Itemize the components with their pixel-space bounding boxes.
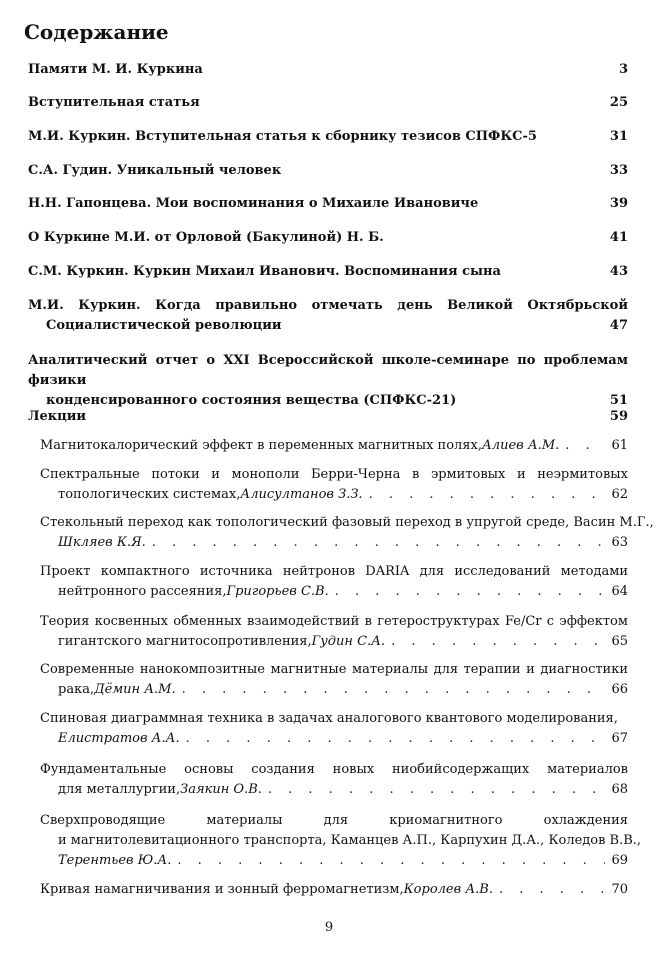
lecture-title-line1: Современные нанокомпозитные магнитные материалы для терапии и диагностики [40, 662, 628, 677]
lecture-title-line1: Сверхпроводящие материалы для криомагнитного охлаждения [40, 813, 628, 828]
lecture-entry[interactable] [40, 513, 654, 553]
lecture-author: Терентьев Ю.А. [58, 853, 172, 868]
toc-entry[interactable] [28, 60, 628, 80]
toc-entry[interactable] [28, 262, 628, 282]
page-title: Содержание [24, 20, 169, 44]
lecture-author: Алисултанов З.З. [240, 487, 363, 502]
page-ref: 65 [611, 634, 628, 649]
lecture-author: Алиев А.М. [481, 438, 560, 453]
entry-title: М.И. Куркин. Вступительная статья к сборнику тезисов СПФКС-5 [28, 129, 537, 144]
lecture-title-line1: Спиновая диаграммная техника в задачах аналогового квантового моделирования, [40, 711, 618, 726]
lecture-entry[interactable] [40, 436, 628, 456]
page-ref: 64 [611, 584, 628, 599]
lecture-title-line1: Проект компактного источника нейтронов DARIA для исследований методами [40, 564, 628, 579]
page-ref: 69 [611, 853, 628, 868]
lecture-entry[interactable] [40, 465, 628, 505]
page-number: 9 [324, 920, 334, 935]
lecture-entry[interactable] [40, 811, 642, 871]
lecture-title: Магнитокалорический эффект в переменных магнитных полях, [40, 438, 482, 453]
entry-title-line2: конденсированного состояния вещества (СПФКС-21) [46, 393, 457, 408]
entry-title: Памяти М. И. Куркина [28, 62, 203, 77]
dot-leader [499, 880, 605, 900]
toc-entry[interactable] [28, 296, 628, 336]
lecture-entry[interactable] [40, 660, 628, 700]
dot-leader [335, 582, 606, 602]
lecture-title-line2: рака, [58, 682, 95, 697]
page-ref: 51 [609, 393, 628, 408]
lecture-title-line1: Стекольный переход как топологический фазовый переход в упругой среде, Васин М.Г., [40, 515, 654, 530]
entry-title-line2: Социалистической революции [46, 318, 282, 333]
entry-title: О Куркине М.И. от Орловой (Бакулиной) Н. Б. [28, 230, 384, 245]
lecture-title: Кривая намагничивания и зонный ферромагнетизм, [40, 882, 404, 897]
lecture-title-line2: гигантского магнитосопротивления, [58, 634, 312, 649]
entry-title: С.М. Куркин. Куркин Михаил Иванович. Воспоминания сына [28, 264, 501, 279]
dot-leader [369, 485, 606, 505]
dot-leader [186, 729, 606, 749]
page-ref: 59 [609, 409, 628, 424]
page-ref: 25 [609, 95, 628, 110]
lecture-entry[interactable] [40, 612, 628, 652]
page-ref: 68 [611, 782, 628, 797]
page-ref: 61 [611, 438, 628, 453]
page-ref: 67 [611, 731, 628, 746]
page-ref: 63 [611, 535, 628, 550]
page-ref: 47 [609, 318, 628, 333]
lecture-author: Королев А.В. [403, 882, 493, 897]
lecture-title-line1: Теория косвенных обменных взаимодействий в гетероструктурах Fe/Cr с эффектом [40, 614, 628, 629]
toc-entry[interactable] [28, 161, 628, 181]
lecture-entry[interactable] [40, 709, 628, 749]
entry-title: Н.Н. Гапонцева. Мои воспоминания о Михаиле Ивановиче [28, 196, 479, 211]
toc-entry[interactable] [28, 351, 628, 411]
dot-leader [177, 851, 605, 871]
page-ref: 43 [609, 264, 628, 279]
lecture-title-line2: нейтронного рассеяния, [58, 584, 227, 599]
toc-entry[interactable] [28, 228, 628, 248]
lecture-author: Заякин О.В. [180, 782, 262, 797]
lecture-author: Гудин С.А. [311, 634, 386, 649]
lecture-title-line1: Фундаментальные основы создания новых ниобийсодержащих материалов [40, 762, 628, 777]
page-ref: 41 [609, 230, 628, 245]
lecture-entry[interactable] [40, 880, 628, 900]
page-ref: 39 [609, 196, 628, 211]
lecture-author: Шкляев К.Я. [58, 535, 146, 550]
entry-title-line1: М.И. Куркин. Когда правильно отмечать день Великой Октябрьской [28, 298, 628, 313]
toc-entry[interactable] [28, 93, 628, 113]
toc-entry[interactable] [28, 127, 628, 147]
section-title: Лекции [28, 409, 87, 424]
page-ref: 31 [609, 129, 628, 144]
dot-leader [268, 780, 606, 800]
page-ref: 70 [611, 882, 628, 897]
lecture-title-line1: Спектральные потоки и монополи Берри-Черна в эрмитовых и неэрмитовых [40, 467, 628, 482]
page-ref: 62 [611, 487, 628, 502]
entry-title-line1: Аналитический отчет о XXI Всероссийской школе-семинаре по проблемам физики [28, 353, 628, 388]
entry-title: С.А. Гудин. Уникальный человек [28, 163, 282, 178]
dot-leader [182, 680, 606, 700]
lecture-author: Елистратов А.А. [58, 731, 180, 746]
lecture-entry[interactable] [40, 760, 628, 800]
dot-leader [565, 436, 605, 456]
lecture-author: Дёмин А.М. [94, 682, 176, 697]
page-ref: 66 [611, 682, 628, 697]
dot-leader [391, 632, 605, 652]
dot-leader [152, 533, 606, 553]
lecture-title-line2: для металлургии, [58, 782, 181, 797]
lecture-title-line2: и магнитолевитационного транспорта, Каманцев А.П., Карпухин Д.А., Коледов В.В., [58, 833, 642, 848]
toc-entry[interactable] [28, 194, 628, 214]
page-ref: 3 [618, 62, 628, 77]
entry-title: Вступительная статья [28, 95, 200, 110]
lecture-title-line2: топологических системах, [58, 487, 241, 502]
toc-section-lectures[interactable] [28, 407, 628, 427]
lecture-author: Григорьев С.В. [226, 584, 329, 599]
lecture-entry[interactable] [40, 562, 628, 602]
page-ref: 33 [609, 163, 628, 178]
